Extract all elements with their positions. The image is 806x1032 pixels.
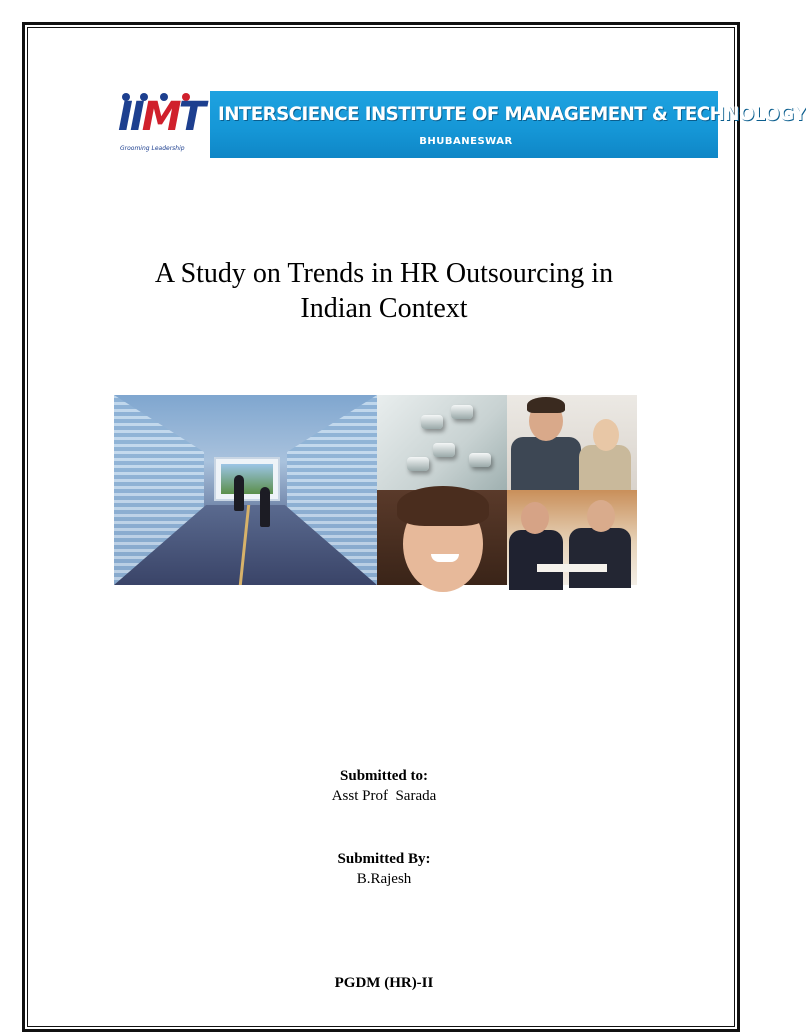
network-objects-image <box>377 395 507 490</box>
submitted-to-block <box>100 766 668 806</box>
document-title <box>100 256 668 326</box>
institute-location: BHUBANESWAR <box>419 136 513 147</box>
meeting-image <box>507 490 637 585</box>
digital-tunnel-image <box>114 395 377 585</box>
program-name: PGDM (HR)-II <box>334 975 434 991</box>
logo-mark: IIMT <box>118 94 203 140</box>
title-line-2: Indian Context <box>300 293 468 324</box>
submitted-to-label: Submitted to: <box>340 768 428 784</box>
business-people-image <box>507 395 637 490</box>
submitted-by-name: B.Rajesh <box>356 871 412 887</box>
cover-image-collage <box>114 395 637 585</box>
support-agent-image <box>377 490 507 585</box>
institute-banner <box>114 91 806 158</box>
submitted-by-label: Submitted By: <box>337 851 431 867</box>
logo-tagline: Grooming Leadership <box>120 145 185 152</box>
title-line-1: A Study on Trends in HR Outsourcing in <box>154 258 614 289</box>
institute-name: INTERSCIENCE INSTITUTE OF MANAGEMENT & TECHNOLOGY <box>218 103 806 125</box>
submitted-by-block <box>100 849 668 889</box>
institute-logo <box>114 91 210 158</box>
submitted-to-name: Asst Prof Sarada <box>331 788 437 804</box>
